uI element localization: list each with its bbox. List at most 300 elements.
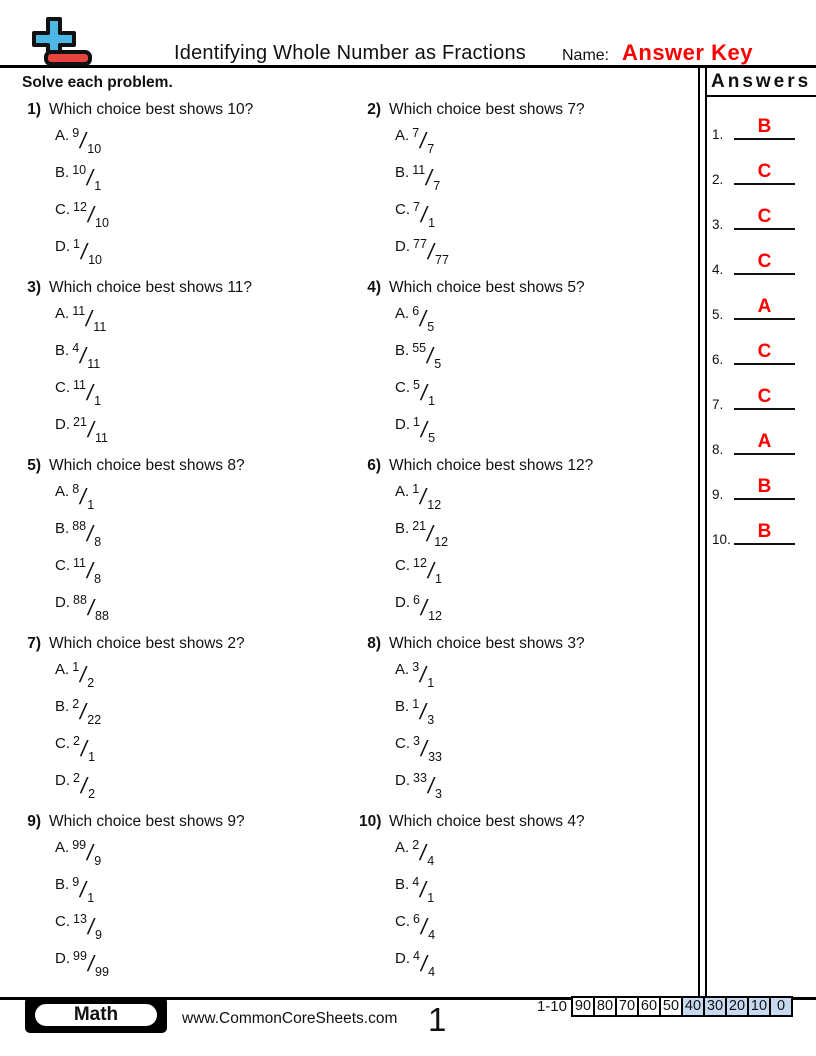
fraction-denominator: 1 [428, 215, 436, 230]
fraction-denominator: 11 [87, 356, 101, 371]
answer-number: 9. [712, 487, 724, 502]
fraction [72, 162, 102, 193]
question-number: 9) [27, 813, 41, 830]
choice-label: D. [395, 950, 410, 967]
fraction [412, 340, 442, 371]
fraction [412, 162, 441, 193]
subject-badge [25, 997, 167, 1033]
fraction-denominator: 3 [435, 786, 442, 801]
score-cell: 30 [703, 996, 727, 1017]
answer-letter: C [757, 206, 772, 227]
answer-blank [734, 522, 795, 545]
question-head [359, 635, 698, 653]
answer-letter: C [757, 386, 772, 407]
fraction-numerator: 2 [412, 837, 420, 852]
fraction-denominator: 1 [427, 675, 435, 690]
answer-row [707, 281, 816, 326]
fraction-numerator: 21 [412, 518, 427, 533]
fraction-denominator: 11 [95, 430, 109, 445]
fraction [413, 770, 442, 801]
score-cell: 80 [593, 996, 617, 1017]
choice-b [395, 693, 698, 730]
choice-label: B. [55, 164, 70, 181]
fraction-numerator: 99 [73, 948, 87, 963]
fraction-denominator: 1 [435, 571, 442, 586]
question-text: Which choice best shows 10? [49, 101, 254, 118]
fraction-numerator: 6 [413, 592, 420, 607]
fraction-numerator: 7 [413, 199, 420, 214]
answer-number: 5. [712, 307, 724, 322]
choice-c [395, 196, 698, 233]
fraction [413, 555, 442, 586]
score-range-label: 1-10 [536, 998, 567, 1015]
fraction-denominator: 7 [427, 141, 435, 156]
answer-number: 6. [712, 352, 724, 367]
choice-a [395, 834, 698, 871]
answer-row [707, 146, 816, 191]
fraction-denominator: 2 [87, 675, 95, 690]
choice-label: A. [395, 305, 410, 322]
answer-row [707, 326, 816, 371]
question-head [359, 813, 698, 831]
question-number: 5) [27, 457, 41, 474]
fraction-numerator: 6 [412, 303, 420, 318]
answers-divider [698, 68, 707, 997]
choice-c [55, 552, 353, 589]
fraction-denominator: 1 [427, 890, 435, 905]
choice-label: C. [395, 201, 410, 218]
score-cell: 40 [681, 996, 705, 1017]
choice-label: D. [395, 772, 410, 789]
choice-c [395, 730, 698, 767]
choice-d [395, 589, 698, 626]
choices [55, 478, 353, 626]
fraction [73, 733, 96, 764]
fraction-denominator: 1 [87, 890, 95, 905]
fraction [73, 377, 102, 408]
fraction-numerator: 88 [73, 592, 87, 607]
fraction [72, 518, 102, 549]
fraction-numerator: 2 [73, 770, 80, 785]
choice-c [55, 374, 353, 411]
choice-c [55, 730, 353, 767]
choices [395, 300, 698, 448]
answer-letter: B [757, 476, 772, 497]
answer-letter: C [757, 251, 772, 272]
fraction-numerator: 33 [413, 770, 427, 785]
fraction [72, 481, 95, 512]
choice-d [395, 767, 698, 804]
choice-label: A. [395, 661, 410, 678]
choice-label: B. [55, 342, 70, 359]
choices [55, 122, 353, 270]
fraction-numerator: 12 [413, 555, 427, 570]
score-cell: 20 [725, 996, 749, 1017]
answer-number: 7. [712, 397, 724, 412]
answer-blank [734, 162, 795, 185]
fraction [413, 414, 436, 445]
answer-row [707, 461, 816, 506]
fraction-numerator: 8 [72, 481, 80, 496]
fraction [72, 340, 101, 371]
choices [395, 122, 698, 270]
fraction-denominator: 1 [94, 393, 102, 408]
choice-d [55, 589, 353, 626]
fraction [73, 770, 96, 801]
choice-label: C. [395, 913, 410, 930]
fraction-denominator: 5 [434, 356, 442, 371]
fraction-numerator: 1 [73, 236, 80, 251]
fraction [412, 518, 449, 549]
question-number: 4) [367, 279, 381, 296]
fraction-denominator: 2 [88, 786, 96, 801]
question-3 [13, 276, 353, 454]
fraction [72, 659, 95, 690]
answer-blank [734, 342, 795, 365]
choice-label: D. [395, 416, 410, 433]
question-head [359, 279, 698, 297]
choice-a [55, 834, 353, 871]
choices [55, 656, 353, 804]
question-number: 6) [367, 457, 381, 474]
fraction-denominator: 10 [88, 252, 102, 267]
choice-a [55, 656, 353, 693]
choice-d [55, 767, 353, 804]
choice-label: B. [55, 520, 70, 537]
fraction [412, 125, 435, 156]
fraction [412, 659, 435, 690]
answer-number: 1. [712, 127, 724, 142]
question-head [359, 101, 698, 119]
answer-blank [734, 432, 795, 455]
choice-label: C. [395, 379, 410, 396]
fraction-numerator: 21 [73, 414, 87, 429]
choice-c [395, 908, 698, 945]
fraction [412, 696, 435, 727]
answer-row [707, 506, 816, 551]
question-1 [13, 98, 353, 276]
choice-c [395, 374, 698, 411]
question-text: Which choice best shows 12? [389, 457, 594, 474]
fraction-numerator: 11 [73, 377, 86, 392]
answer-letter: C [757, 341, 772, 362]
fraction [413, 911, 436, 942]
choice-d [55, 411, 353, 448]
fraction-numerator: 13 [73, 911, 87, 926]
choice-label: D. [395, 238, 410, 255]
fraction-numerator: 5 [413, 377, 420, 392]
fraction [413, 199, 436, 230]
choice-label: B. [395, 876, 410, 893]
question-number: 8) [367, 635, 381, 652]
fraction [412, 303, 435, 334]
score-cell: 10 [747, 996, 771, 1017]
answer-blank [734, 297, 795, 320]
answer-number: 3. [712, 217, 724, 232]
choices [55, 834, 353, 982]
fraction-numerator: 2 [73, 733, 80, 748]
choices [395, 656, 698, 804]
answer-letter: B [757, 521, 772, 542]
question-head [19, 457, 353, 475]
answer-row [707, 371, 816, 416]
fraction-denominator: 88 [95, 608, 109, 623]
fraction [412, 874, 435, 905]
answer-number: 4. [712, 262, 724, 277]
choice-label: D. [55, 772, 70, 789]
question-text: Which choice best shows 11? [49, 279, 253, 296]
answer-letter: A [757, 431, 772, 452]
choice-d [395, 233, 698, 270]
questions-grid [0, 98, 698, 988]
question-text: Which choice best shows 3? [389, 635, 585, 652]
fraction-denominator: 12 [427, 497, 442, 512]
choice-b [55, 871, 353, 908]
question-10 [353, 810, 698, 988]
answer-blank [734, 207, 795, 230]
page-number: 1 [428, 1001, 447, 1038]
fraction-numerator: 3 [413, 733, 420, 748]
question-number: 3) [27, 279, 41, 296]
answer-row [707, 416, 816, 461]
choice-label: A. [55, 839, 70, 856]
choice-label: B. [55, 876, 70, 893]
choice-a [395, 656, 698, 693]
answer-letter: A [757, 296, 772, 317]
fraction [72, 874, 95, 905]
question-text: Which choice best shows 7? [389, 101, 585, 118]
fraction-numerator: 9 [72, 874, 80, 889]
choice-a [55, 122, 353, 159]
choice-a [55, 300, 353, 337]
score-cell: 0 [769, 996, 793, 1017]
instructions: Solve each problem. [22, 74, 173, 91]
fraction [72, 303, 107, 334]
fraction-denominator: 11 [93, 319, 107, 334]
choice-label: C. [55, 913, 70, 930]
fraction-denominator: 22 [87, 712, 102, 727]
answer-blank [734, 477, 795, 500]
fraction-numerator: 88 [72, 518, 87, 533]
choice-d [395, 411, 698, 448]
choice-label: D. [55, 238, 70, 255]
choice-d [395, 945, 698, 982]
choices [395, 834, 698, 982]
answer-row [707, 236, 816, 281]
choice-b [395, 159, 698, 196]
choice-d [55, 945, 353, 982]
answer-number: 8. [712, 442, 724, 457]
question-text: Which choice best shows 5? [389, 279, 585, 296]
question-head [19, 101, 353, 119]
fraction-numerator: 9 [72, 125, 80, 140]
fraction [73, 911, 102, 942]
fraction-denominator: 33 [428, 749, 442, 764]
fraction-numerator: 11 [412, 162, 426, 177]
choice-label: C. [55, 379, 70, 396]
answer-blank [734, 117, 795, 140]
fraction-denominator: 10 [95, 215, 109, 230]
fraction [72, 125, 102, 156]
answer-blank [734, 252, 795, 275]
fraction [72, 837, 102, 868]
fraction-denominator: 77 [435, 252, 449, 267]
website-url: www.CommonCoreSheets.com [182, 1010, 398, 1027]
score-cell: 50 [659, 996, 683, 1017]
question-text: Which choice best shows 9? [49, 813, 245, 830]
fraction-denominator: 12 [434, 534, 449, 549]
choice-label: D. [395, 594, 410, 611]
choice-b [395, 871, 698, 908]
choice-a [395, 478, 698, 515]
question-head [19, 813, 353, 831]
choice-label: B. [395, 698, 410, 715]
choice-c [55, 908, 353, 945]
choice-label: A. [395, 483, 410, 500]
fraction [73, 236, 102, 267]
answer-key-value: Answer Key [622, 40, 753, 65]
fraction-denominator: 1 [428, 393, 436, 408]
answers-list [707, 101, 816, 551]
fraction-denominator: 4 [428, 964, 436, 979]
fraction-numerator: 2 [72, 696, 80, 711]
fraction-denominator: 99 [95, 964, 109, 979]
question-number: 7) [27, 635, 41, 652]
answers-panel [707, 68, 816, 997]
choice-label: A. [55, 661, 70, 678]
fraction-numerator: 3 [412, 659, 420, 674]
question-4 [353, 276, 698, 454]
name-label: Name: [562, 47, 610, 64]
fraction [73, 555, 102, 586]
fraction-numerator: 1 [413, 414, 420, 429]
question-9 [13, 810, 353, 988]
answer-blank [734, 387, 795, 410]
choice-label: B. [395, 164, 410, 181]
fraction-numerator: 10 [72, 162, 87, 177]
fraction-numerator: 6 [413, 911, 420, 926]
choice-c [395, 552, 698, 589]
choice-b [395, 337, 698, 374]
fraction-numerator: 1 [412, 696, 420, 711]
subject-badge-label: Math [33, 1002, 159, 1028]
fraction-denominator: 1 [88, 749, 96, 764]
fraction [73, 414, 109, 445]
fraction-denominator: 4 [427, 853, 435, 868]
question-8 [353, 632, 698, 810]
footer [0, 997, 816, 1056]
choice-label: A. [395, 839, 410, 856]
question-5 [13, 454, 353, 632]
choice-label: A. [55, 305, 70, 322]
choice-label: C. [395, 735, 410, 752]
score-cell: 60 [637, 996, 661, 1017]
fraction-denominator: 9 [94, 853, 102, 868]
choice-d [55, 233, 353, 270]
question-text: Which choice best shows 4? [389, 813, 585, 830]
choice-b [55, 159, 353, 196]
fraction-numerator: 4 [72, 340, 80, 355]
choice-b [55, 515, 353, 552]
answer-letter: B [757, 116, 772, 137]
choice-a [395, 122, 698, 159]
fraction-numerator: 77 [413, 236, 427, 251]
content [0, 68, 816, 997]
fraction [413, 733, 442, 764]
fraction-numerator: 1 [412, 481, 420, 496]
choice-label: C. [55, 201, 70, 218]
choice-label: D. [55, 416, 70, 433]
fraction [413, 592, 442, 623]
header [0, 0, 816, 68]
fraction-numerator: 7 [412, 125, 420, 140]
answer-row [707, 101, 816, 146]
choice-label: C. [395, 557, 410, 574]
question-7 [13, 632, 353, 810]
score-cell: 70 [615, 996, 639, 1017]
fraction-denominator: 7 [433, 178, 441, 193]
answer-row [707, 191, 816, 236]
fraction-numerator: 4 [412, 874, 420, 889]
fraction [73, 948, 109, 979]
question-number: 2) [367, 101, 381, 118]
fraction-denominator: 10 [87, 141, 102, 156]
fraction [413, 377, 436, 408]
fraction-denominator: 1 [87, 497, 95, 512]
fraction-numerator: 1 [72, 659, 80, 674]
choice-label: D. [55, 594, 70, 611]
choice-label: A. [55, 483, 70, 500]
score-cell: 90 [571, 996, 595, 1017]
question-text: Which choice best shows 2? [49, 635, 245, 652]
choice-b [55, 693, 353, 730]
question-head [19, 279, 353, 297]
question-head [19, 635, 353, 653]
fraction-numerator: 11 [72, 303, 86, 318]
question-head [359, 457, 698, 475]
fraction-denominator: 12 [428, 608, 442, 623]
answer-number: 2. [712, 172, 724, 187]
question-number: 10) [359, 813, 382, 830]
choice-label: B. [395, 520, 410, 537]
choice-a [55, 478, 353, 515]
choice-label: A. [395, 127, 410, 144]
choice-label: A. [55, 127, 70, 144]
answers-title: Answers [707, 68, 816, 97]
choice-label: B. [395, 342, 410, 359]
choice-a [395, 300, 698, 337]
fraction-denominator: 8 [94, 571, 102, 586]
fraction-denominator: 9 [95, 927, 102, 942]
choices [55, 300, 353, 448]
choice-label: C. [55, 735, 70, 752]
fraction-numerator: 55 [412, 340, 427, 355]
question-text: Which choice best shows 8? [49, 457, 245, 474]
fraction-denominator: 5 [427, 319, 435, 334]
choice-label: C. [55, 557, 70, 574]
fraction [412, 481, 442, 512]
answer-number: 10. [712, 532, 731, 547]
choice-b [395, 515, 698, 552]
question-number: 1) [27, 101, 41, 118]
fraction-numerator: 99 [72, 837, 87, 852]
fraction-numerator: 11 [73, 555, 86, 570]
answer-letter: C [757, 161, 772, 182]
choice-label: B. [55, 698, 70, 715]
fraction-numerator: 12 [73, 199, 87, 214]
choice-label: D. [55, 950, 70, 967]
fraction [412, 837, 435, 868]
